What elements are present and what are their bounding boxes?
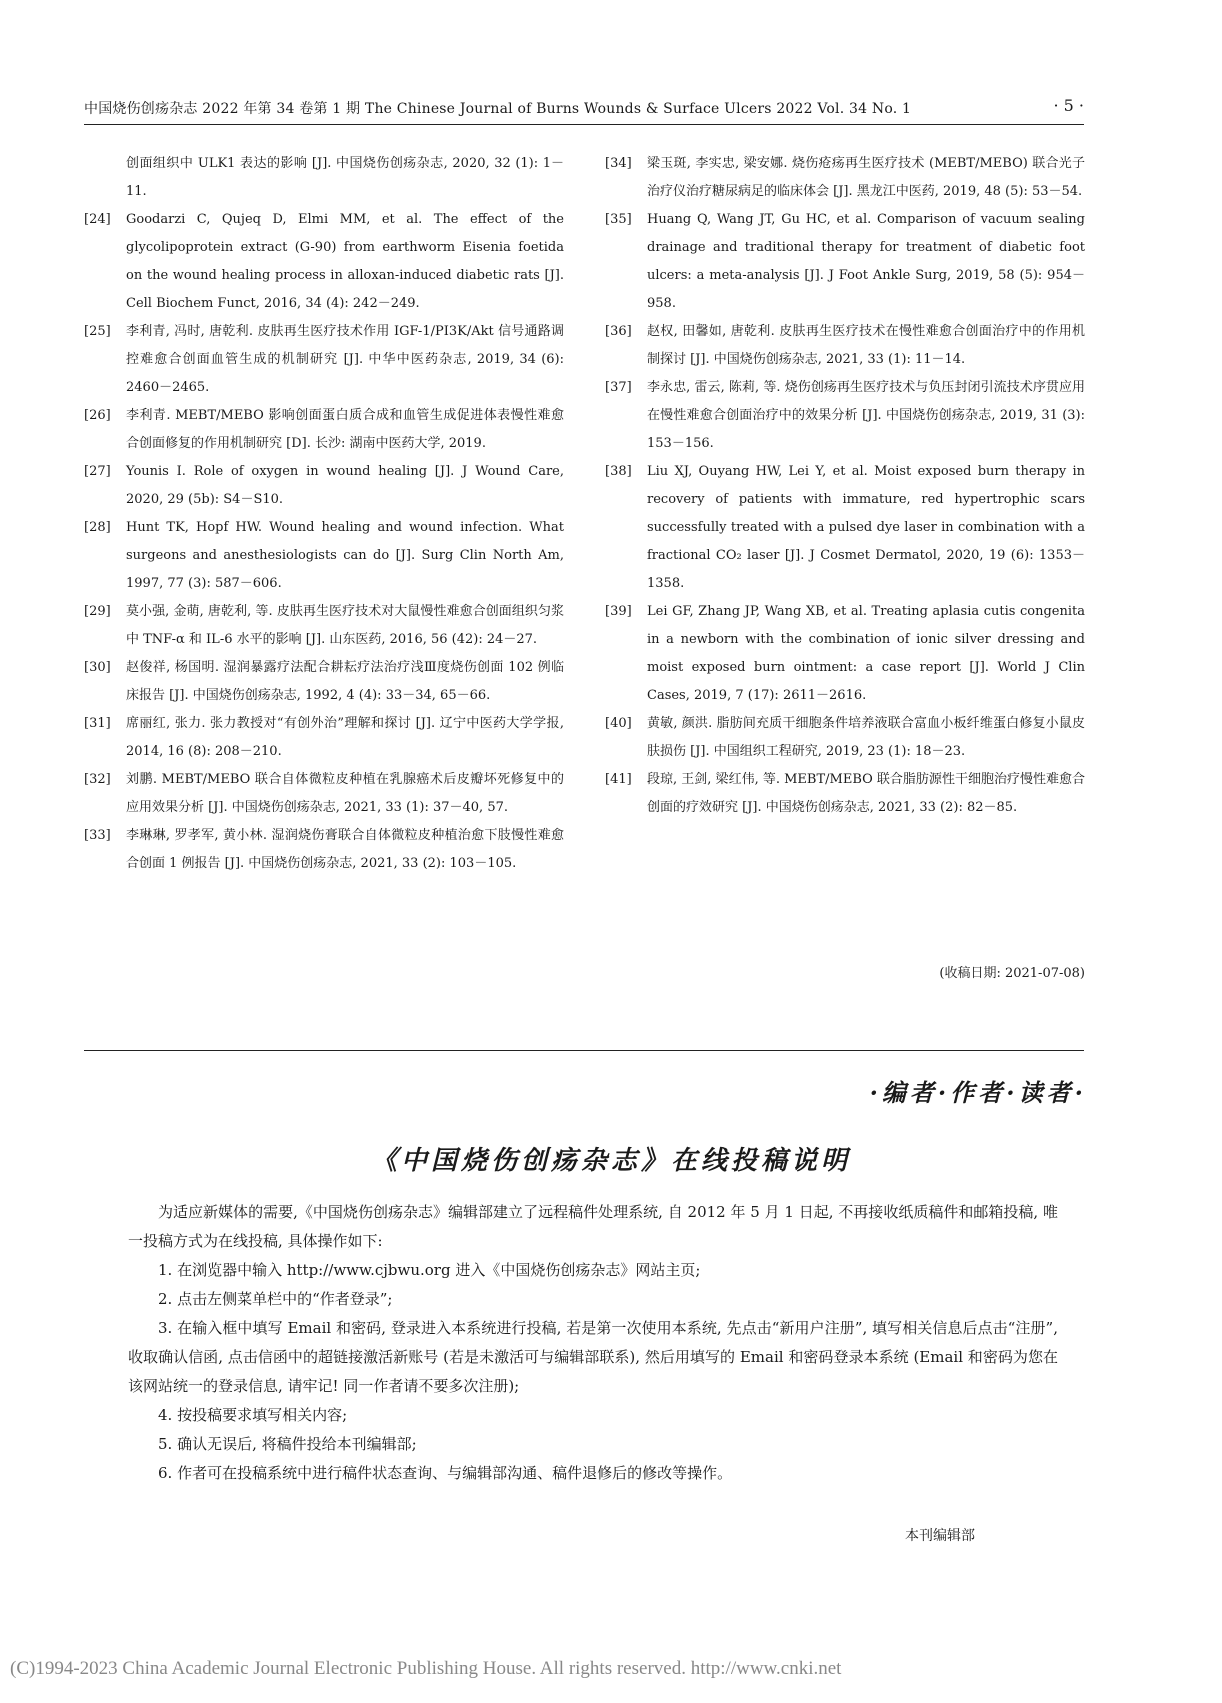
notice-body — [128, 1198, 1058, 1488]
reference-item: [34] 梁玉斑, 李实忠, 梁安娜. 烧伤疮疡再生医疗技术 (MEBT/MEBO) 联合光子治疗仪治疗糖尿病足的临床体会 [J]. 黑龙江中医药, 2019, 48 (5): 53－54. — [605, 156, 1085, 199]
reference-item: [33] 李琳琳, 罗孝军, 黄小林. 湿润烧伤膏联合自体微粒皮种植治愈下肢慢性难愈合创面 1 例报告 [J]. 中国烧伤创疡杂志, 2021, 33 (2): 103－105. — [84, 828, 564, 871]
section-tag: ·编者·作者·读者· — [869, 1078, 1087, 1107]
notice-step: 4. 按投稿要求填写相关内容; — [158, 1406, 348, 1424]
reference-item: [35] Huang Q, Wang JT, Gu HC, et al. Comparison of vacuum sealing drainage and traditional therapy for treatment of diabetic foot ulcers: a meta-analysis [J]. J Foot Ankle Surg, 2019, 58 (5): 954－958. — [605, 212, 1085, 311]
reference-item: [24] Goodarzi C, Qujeq D, Elmi MM, et al. The effect of the glycolipoprotein extract (G-90) from earthworm Eisenia foetida on the wound healing process in alloxan-induced diabetic rats [J]. Cell Biochem Funct, 2016, 34 (4): 242－249. — [84, 212, 564, 311]
notice-step: 1. 在浏览器中输入 http://www.cjbwu.org 进入《中国烧伤创疡杂志》网站主页; — [158, 1261, 701, 1279]
reference-item: [37] 李永忠, 雷云, 陈莉, 等. 烧伤创疡再生医疗技术与负压封闭引流技术序贯应用在慢性难愈合创面治疗中的效果分析 [J]. 中国烧伤创疡杂志, 2019, 31 (3): 153－156. — [605, 380, 1085, 451]
references-left-column — [84, 150, 564, 878]
page-number: · 5 · — [1053, 96, 1084, 115]
journal-header-title: 中国烧伤创疡杂志 2022 年第 34 卷第 1 期 The Chinese Journal of Burns Wounds & Surface Ulcers 2022 Vol. 34 No. 1 — [84, 101, 912, 117]
editorial-signature: 本刊编辑部 — [905, 1528, 975, 1544]
reference-item: [29] 莫小强, 金萌, 唐乾利, 等. 皮肤再生医疗技术对大鼠慢性难愈合创面组织匀浆中 TNF-α 和 IL-6 水平的影响 [J]. 山东医药, 2016, 56 (42): 24－27. — [84, 604, 564, 647]
reference-item: [41] 段琼, 王剑, 梁红伟, 等. MEBT/MEBO 联合脂肪源性干细胞治疗慢性难愈合创面的疗效研究 [J]. 中国烧伤创疡杂志, 2021, 33 (2): 82－85. — [605, 772, 1085, 815]
reference-item: [27] Younis I. Role of oxygen in wound healing [J]. J Wound Care, 2020, 29 (5b): S4－S10. — [84, 464, 564, 507]
reference-item: [28] Hunt TK, Hopf HW. Wound healing and wound infection. What surgeons and anesthesiologists can do [J]. Surg Clin North Am, 1997, 77 (3): 587－606. — [84, 520, 564, 591]
running-header — [84, 96, 1084, 125]
reference-item: [30] 赵俊祥, 杨国明. 湿润暴露疗法配合耕耘疗法治疗浅Ⅲ度烧伤创面 102 例临床报告 [J]. 中国烧伤创疡杂志, 1992, 4 (4): 33－34, 65－66. — [84, 660, 564, 703]
reference-item: [26] 李利青. MEBT/MEBO 影响创面蛋白质合成和血管生成促进体表慢性难愈合创面修复的作用机制研究 [D]. 长沙: 湖南中医药大学, 2019. — [84, 408, 564, 451]
received-date: (收稿日期: 2021-07-08) — [939, 966, 1085, 981]
notice-step: 6. 作者可在投稿系统中进行稿件状态查询、与编辑部沟通、稿件退修后的修改等操作。 — [158, 1464, 733, 1482]
notice-step: 2. 点击左侧菜单栏中的“作者登录”; — [158, 1290, 393, 1308]
notice-step: 3. 在输入框中填写 Email 和密码, 登录进入本系统进行投稿, 若是第一次使用本系统, 先点击“新用户注册”, 填写相关信息后点击“注册”, 收取确认信函, 点击信函中的超链接激活新账号 (若是未激活可与编辑部联系), 然后用填写的 Email 和密码登录本系统 (Email 和密码为您在该网站统一的登录信息, 请牢记! 同一作者请不要多次注册); — [128, 1319, 1058, 1395]
reference-item: [31] 席丽红, 张力. 张力教授对“有创外治”理解和探讨 [J]. 辽宁中医药大学学报, 2014, 16 (8): 208－210. — [84, 716, 564, 759]
reference-item: [25] 李利青, 冯时, 唐乾利. 皮肤再生医疗技术作用 IGF-1/PI3K/Akt 信号通路调控难愈合创面血管生成的机制研究 [J]. 中华中医药杂志, 2019, 34 (6): 2460－2465. — [84, 324, 564, 395]
reference-item: [32] 刘鹏. MEBT/MEBO 联合自体微粒皮种植在乳腺癌术后皮瓣坏死修复中的应用效果分析 [J]. 中国烧伤创疡杂志, 2021, 33 (1): 37－40, 57. — [84, 772, 564, 815]
reference-item: 创面组织中 ULK1 表达的影响 [J]. 中国烧伤创疡杂志, 2020, 32 (1): 1－11. — [126, 156, 564, 199]
reference-item: [36] 赵权, 田馨如, 唐乾利. 皮肤再生医疗技术在慢性难愈合创面治疗中的作用机制探讨 [J]. 中国烧伤创疡杂志, 2021, 33 (1): 11－14. — [605, 324, 1085, 367]
section-divider — [84, 1050, 1084, 1051]
notice-step: 5. 确认无误后, 将稿件投给本刊编辑部; — [158, 1435, 417, 1453]
copyright-footer: (C)1994-2023 China Academic Journal Electronic Publishing House. All rights reserved. http://www.cnki.net — [10, 1658, 842, 1679]
notice-title: 《中国烧伤创疡杂志》在线投稿说明 — [370, 1146, 851, 1176]
reference-item: [40] 黄敏, 颜洪. 脂肪间充质干细胞条件培养液联合富血小板纤维蛋白修复小鼠皮肤损伤 [J]. 中国组织工程研究, 2019, 23 (1): 18－23. — [605, 716, 1085, 759]
reference-item: [38] Liu XJ, Ouyang HW, Lei Y, et al. Moist exposed burn therapy in recovery of patients with immature, red hypertrophic scars successfully treated with a pulsed dye laser in combination with a fractional CO₂ laser [J]. J Cosmet Dermatol, 2020, 19 (6): 1353－1358. — [605, 464, 1085, 591]
references-right-column — [605, 150, 1085, 822]
notice-intro: 为适应新媒体的需要,《中国烧伤创疡杂志》编辑部建立了远程稿件处理系统, 自 2012 年 5 月 1 日起, 不再接收纸质稿件和邮箱投稿, 唯一投稿方式为在线投稿, 具体操作如下: — [128, 1203, 1058, 1250]
reference-item: [39] Lei GF, Zhang JP, Wang XB, et al. Treating aplasia cutis congenita in a newborn with the combination of ionic silver dressing and moist exposed burn ointment: a case report [J]. World J Clin Cases, 2019, 7 (17): 2611－2616. — [605, 604, 1085, 703]
